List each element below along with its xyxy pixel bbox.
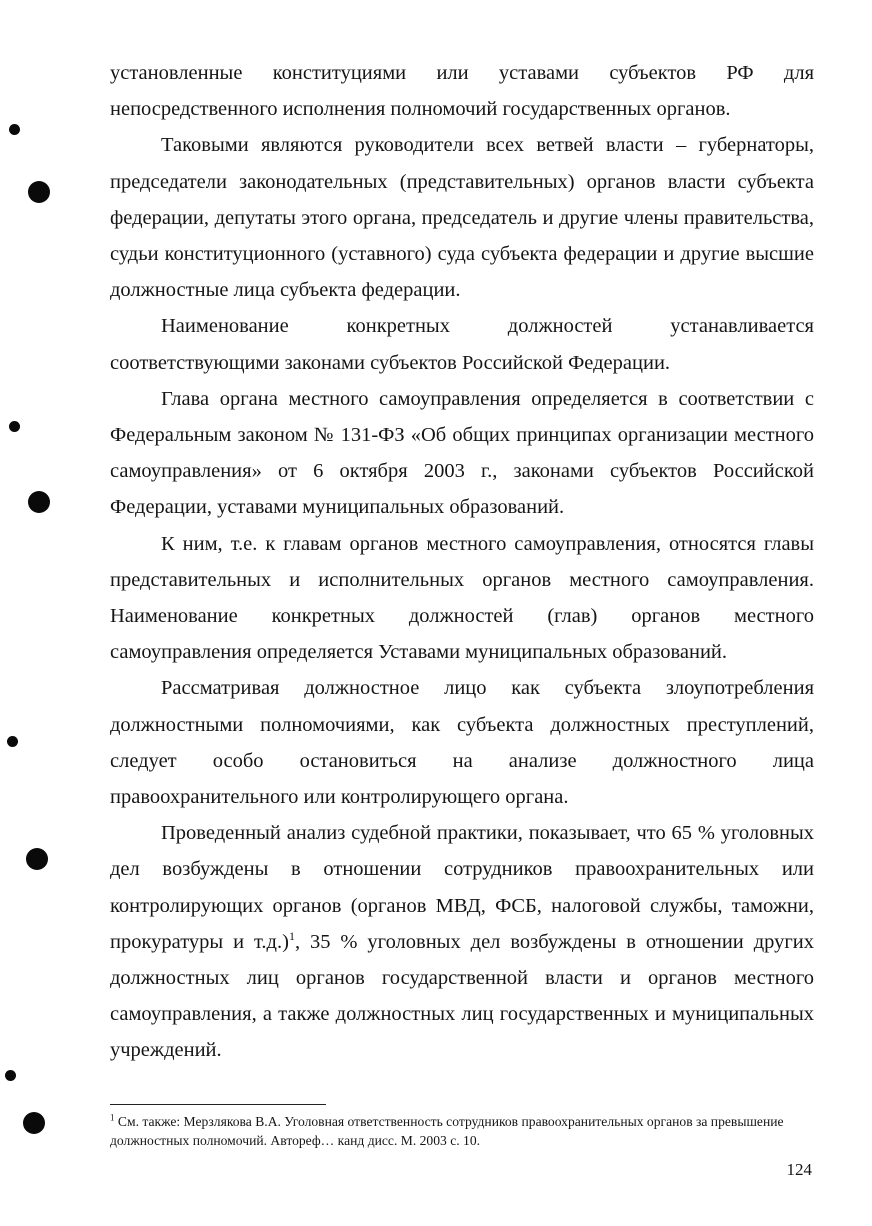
paragraph: Глава органа местного самоуправления определяется в соответствии с Федеральным законом № 131-ФЗ «Об общих принципах организации местного самоуправления» от 6 октября 2003 г., законами субъектов Российской Федерации, уставами муниципальных образований. [110, 387, 814, 519]
paragraph: установленные конституциями или уставами субъектов РФ для непосредственного исполнения полномочий государственных органов. [110, 62, 814, 121]
paragraph-with-footnote-ref [110, 815, 814, 1068]
punch-hole-mark [7, 736, 18, 747]
footnote-text: См. также: Мерзлякова В.А. Уголовная ответственность сотрудников правоохранительных органов за превышение должностных полномочий. Автореф… канд дисс. М. 2003 с. 10. [110, 1114, 784, 1148]
body-text [110, 55, 814, 1069]
paragraph: Таковыми являются руководители всех ветвей власти – губернаторы, председатели законодательных (представительных) органов власти субъекта федерации, депутаты этого органа, председатель и другие члены правительства, судьи конституционного (уставного) суда субъекта федерации и другие высшие должностные лица субъекта федерации. [110, 134, 814, 302]
paragraph: К ним, т.е. к главам органов местного самоуправления, относятся главы представительных и исполнительных органов местного самоуправления. Наименование конкретных должностей (глав) органов местного самоуправления определяется Уставами муниципальных образований. [110, 532, 814, 664]
paragraph-text: Проведенный анализ судебной практики, показывает, что 65 % уголовных дел возбуждены в отношении сотрудников правоохранительных или контролирующих органов (органов МВД, ФСБ, налоговой службы, таможни, прокуратуры и т.д.) [110, 822, 814, 953]
punch-hole [28, 181, 50, 203]
footnote [110, 1112, 814, 1150]
punch-hole [28, 491, 50, 513]
punch-hole-mark [9, 124, 20, 135]
punch-hole [23, 1112, 45, 1134]
page-number: 124 [786, 1160, 812, 1179]
paragraph-text: , 35 % уголовных дел возбуждены в отношении других должностных лиц органов государственной власти и органов местного самоуправления, а также должностных лиц государственных и муниципальных учреждений. [110, 930, 814, 1062]
footnote-separator [110, 1104, 326, 1105]
punch-hole [26, 848, 48, 870]
punch-hole-mark [5, 1070, 16, 1081]
paragraph: Наименование конкретных должностей устанавливается соответствующими законами субъектов Российской Федерации. [110, 315, 814, 374]
footnote-marker: 1 [110, 1112, 115, 1123]
punch-hole-mark [9, 421, 20, 432]
paragraph: Рассматривая должностное лицо как субъекта злоупотребления должностными полномочиями, как субъекта должностных преступлений, следует особо остановиться на анализе должностного лица правоохранительного или контролирующего органа. [110, 677, 814, 809]
footnote-reference[interactable]: 1 [288, 929, 295, 944]
